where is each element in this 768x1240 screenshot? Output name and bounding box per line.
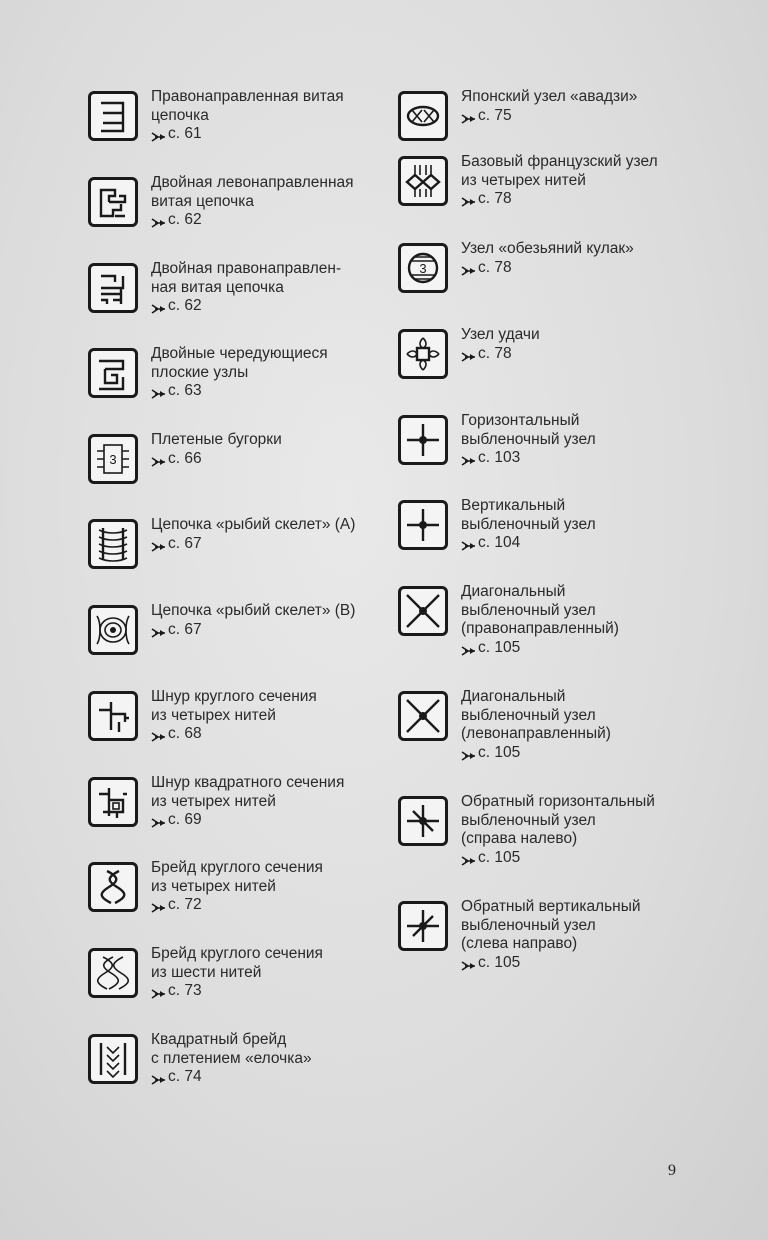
legend-entry — [88, 431, 411, 484]
entry-title-line: из шести нитей — [151, 963, 262, 981]
entry-text — [461, 497, 721, 553]
page-reference-text: с. 73 — [168, 982, 202, 999]
entry-text — [151, 688, 411, 744]
entry-text — [151, 345, 411, 401]
round-braid-six-icon — [88, 948, 138, 998]
page-reference-text: с. 72 — [168, 896, 202, 913]
entry-title-line: ная витая цепочка — [151, 278, 284, 296]
entry-title-line: Цепочка «рыбий скелет» (В) — [151, 602, 356, 619]
entry-title-line: из четырех нитей — [151, 706, 276, 724]
vertical-clove-hitch-icon — [398, 500, 448, 550]
entry-title-line: выбленочный узел — [461, 706, 596, 724]
entry-title-line: (слева направо) — [461, 935, 578, 952]
page-reference-text: с. 62 — [168, 211, 202, 228]
entry-title-line: Базовый французский узел — [461, 153, 658, 170]
svg-text:3: 3 — [109, 452, 117, 467]
legend-entry — [398, 688, 721, 762]
entry-title-line: выбленочный узел — [461, 430, 596, 448]
entry-title-line: выбленочный узел — [461, 811, 596, 829]
entry-text — [151, 1031, 411, 1087]
page-reference — [461, 534, 721, 553]
page-reference — [151, 896, 411, 915]
square-cord-four-icon — [88, 777, 138, 827]
entry-text — [151, 516, 411, 553]
entry-text — [151, 602, 411, 639]
arrow-icon — [151, 454, 166, 464]
page-reference — [461, 744, 721, 763]
herringbone-square-braid-icon — [88, 1034, 138, 1084]
arrow-icon — [151, 729, 166, 739]
legend-entry — [398, 88, 721, 141]
entry-text — [461, 412, 721, 468]
entry-title-line: из четырех нитей — [151, 877, 276, 895]
page-reference — [461, 345, 721, 364]
arrow-icon — [151, 986, 166, 996]
legend-entry — [398, 412, 721, 468]
entry-title-line: Вертикальный — [461, 497, 566, 514]
entry-title-line: с плетением «елочка» — [151, 1049, 312, 1067]
woven-bumps-icon — [88, 434, 138, 484]
entry-title-line: Квадратный брейд — [151, 1031, 287, 1048]
arrow-icon — [151, 539, 166, 549]
page-reference-text: с. 66 — [168, 449, 202, 467]
monkey-fist-knot-icon — [398, 243, 448, 293]
horizontal-clove-hitch-icon — [398, 415, 448, 465]
arrow-icon — [151, 386, 166, 396]
entry-title-line: Правонаправленная витая — [151, 88, 344, 105]
entry-title-line: плоские узлы — [151, 363, 249, 381]
arrow-icon — [151, 215, 166, 225]
entry-title-line: (левонаправленный) — [461, 725, 611, 742]
page-reference-text: с. 78 — [478, 344, 512, 362]
page-reference — [151, 811, 411, 830]
page-reference — [151, 211, 411, 230]
double-spiral-right-icon — [88, 263, 138, 313]
legend-entry — [88, 774, 411, 830]
double-spiral-left-icon — [88, 177, 138, 227]
entry-title-line: Двойная правонаправлен- — [151, 260, 342, 277]
entry-title-line: Брейд круглого сечения — [151, 859, 323, 876]
entry-title-line: Шнур круглого сечения — [151, 688, 317, 705]
legend-entry — [88, 260, 411, 316]
entry-text — [461, 793, 721, 867]
entry-title-line: Двойная левонаправленная — [151, 174, 354, 191]
entry-text — [151, 88, 411, 144]
arrow-icon — [461, 453, 476, 463]
legend-entry — [88, 345, 411, 401]
page-reference — [461, 849, 721, 868]
arrow-icon — [461, 643, 476, 653]
fishbone-chain-a-icon — [88, 519, 138, 569]
legend-entry — [398, 793, 721, 867]
good-luck-knot-icon — [398, 329, 448, 379]
page-reference-text: с. 67 — [168, 620, 202, 638]
page-reference-text: с. 78 — [478, 258, 512, 276]
legend-entry — [88, 516, 411, 569]
entry-title-line: витая цепочка — [151, 192, 254, 210]
legend-entry — [398, 497, 721, 553]
legend-entry — [398, 153, 721, 209]
legend-entry — [398, 898, 721, 972]
legend-entry — [88, 174, 411, 230]
entry-title-line: (справа налево) — [461, 830, 578, 847]
entry-text — [461, 326, 721, 363]
page-reference — [151, 297, 411, 316]
arrow-icon — [151, 625, 166, 635]
entry-title-line: выбленочный узел — [461, 515, 596, 533]
page-reference — [461, 639, 721, 658]
arrow-icon — [151, 815, 166, 825]
page-reference — [461, 449, 721, 468]
arrow-icon — [461, 194, 476, 204]
entry-text — [151, 945, 411, 1001]
legend-entry — [88, 88, 411, 144]
arrow-icon — [461, 853, 476, 863]
page-reference-text: с. 78 — [478, 190, 512, 207]
entry-title-line: Цепочка «рыбий скелет» (А) — [151, 516, 356, 533]
arrow-icon — [461, 748, 476, 758]
page-reference-text: с. 75 — [478, 106, 512, 124]
page-reference — [151, 125, 411, 144]
page-reference — [461, 259, 721, 278]
diagonal-clove-hitch-right-icon — [398, 586, 448, 636]
page-reference-text: с. 105 — [478, 743, 521, 761]
entry-text — [461, 240, 721, 277]
french-knot-icon — [398, 156, 448, 206]
page-reference — [461, 107, 721, 126]
arrow-icon — [151, 1072, 166, 1082]
page-reference — [151, 382, 411, 401]
page-reference-text: с. 74 — [168, 1068, 202, 1085]
page-reference — [151, 725, 411, 744]
page-reference — [151, 621, 411, 640]
legend-entry — [88, 945, 411, 1001]
arrow-icon — [461, 263, 476, 273]
page-reference-text: с. 103 — [478, 449, 521, 466]
arrow-icon — [151, 900, 166, 910]
arrow-icon — [151, 301, 166, 311]
entry-title-line: Японский узел «авадзи» — [461, 88, 638, 105]
round-braid-four-icon — [88, 862, 138, 912]
entry-text — [461, 88, 721, 125]
page-reference — [151, 535, 411, 554]
spiral-chain-right-icon — [88, 91, 138, 141]
entry-text — [461, 153, 721, 209]
entry-title-line: Обратный вертикальный — [461, 898, 641, 915]
page-reference-text: с. 62 — [168, 297, 202, 314]
arrow-icon — [461, 349, 476, 359]
diagonal-clove-hitch-left-icon — [398, 691, 448, 741]
entry-title-line: Брейд круглого сечения — [151, 945, 323, 962]
page-reference-text: с. 67 — [168, 534, 202, 552]
legend-entry — [398, 583, 721, 657]
entry-title-line: Плетеные бугорки — [151, 431, 282, 448]
page-reference — [461, 954, 721, 973]
entry-text — [151, 859, 411, 915]
entry-title-line: Узел удачи — [461, 326, 540, 343]
entry-title-line: Узел «обезьяний кулак» — [461, 240, 634, 257]
page-number: 9 — [668, 1162, 676, 1179]
arrow-icon — [151, 129, 166, 139]
entry-text — [151, 260, 411, 316]
entry-title-line: Горизонтальный — [461, 412, 580, 429]
legend-entry — [398, 326, 721, 379]
entry-title-line: выбленочный узел — [461, 601, 596, 619]
page-reference-text: с. 105 — [478, 848, 521, 866]
reverse-horizontal-clove-hitch-icon — [398, 796, 448, 846]
legend-entry — [88, 859, 411, 915]
entry-title-line: Диагональный — [461, 688, 566, 705]
entry-title-line: из четырех нитей — [151, 792, 276, 810]
page-reference — [151, 450, 411, 469]
legend-entry — [398, 240, 721, 293]
page-reference-text: с. 69 — [168, 811, 202, 828]
entry-text — [151, 174, 411, 230]
page-reference-text: с. 61 — [168, 125, 202, 142]
page-reference-text: с. 105 — [478, 638, 521, 656]
legend-entry — [88, 1031, 411, 1087]
reverse-vertical-clove-hitch-icon — [398, 901, 448, 951]
alternating-flat-knots-icon — [88, 348, 138, 398]
entry-text — [461, 583, 721, 657]
entry-title-line: Шнур квадратного сечения — [151, 774, 345, 791]
entry-title-line: Обратный горизонтальный — [461, 793, 655, 810]
arrow-icon — [461, 958, 476, 968]
page-reference-text: с. 105 — [478, 953, 521, 971]
entry-title-line: цепочка — [151, 106, 209, 124]
entry-text — [461, 898, 721, 972]
entry-title-line: Диагональный — [461, 583, 566, 600]
arrow-icon — [461, 538, 476, 548]
entry-text — [151, 774, 411, 830]
page-reference-text: с. 63 — [168, 382, 202, 399]
page-reference-text: с. 68 — [168, 725, 202, 742]
page-reference — [151, 982, 411, 1001]
entry-text — [151, 431, 411, 468]
entry-title-line: выбленочный узел — [461, 916, 596, 934]
awaji-knot-icon — [398, 91, 448, 141]
entry-title-line: (правонаправленный) — [461, 620, 619, 637]
legend-entry — [88, 602, 411, 655]
fishbone-chain-b-icon — [88, 605, 138, 655]
arrow-icon — [461, 111, 476, 121]
svg-text:3: 3 — [419, 261, 427, 276]
entry-title-line: из четырех нитей — [461, 171, 586, 189]
entry-text — [461, 688, 721, 762]
page-reference-text: с. 104 — [478, 534, 521, 551]
page-reference — [461, 190, 721, 209]
entry-title-line: Двойные чередующиеся — [151, 345, 328, 362]
round-cord-four-icon — [88, 691, 138, 741]
page-reference — [151, 1068, 411, 1087]
legend-entry — [88, 688, 411, 744]
